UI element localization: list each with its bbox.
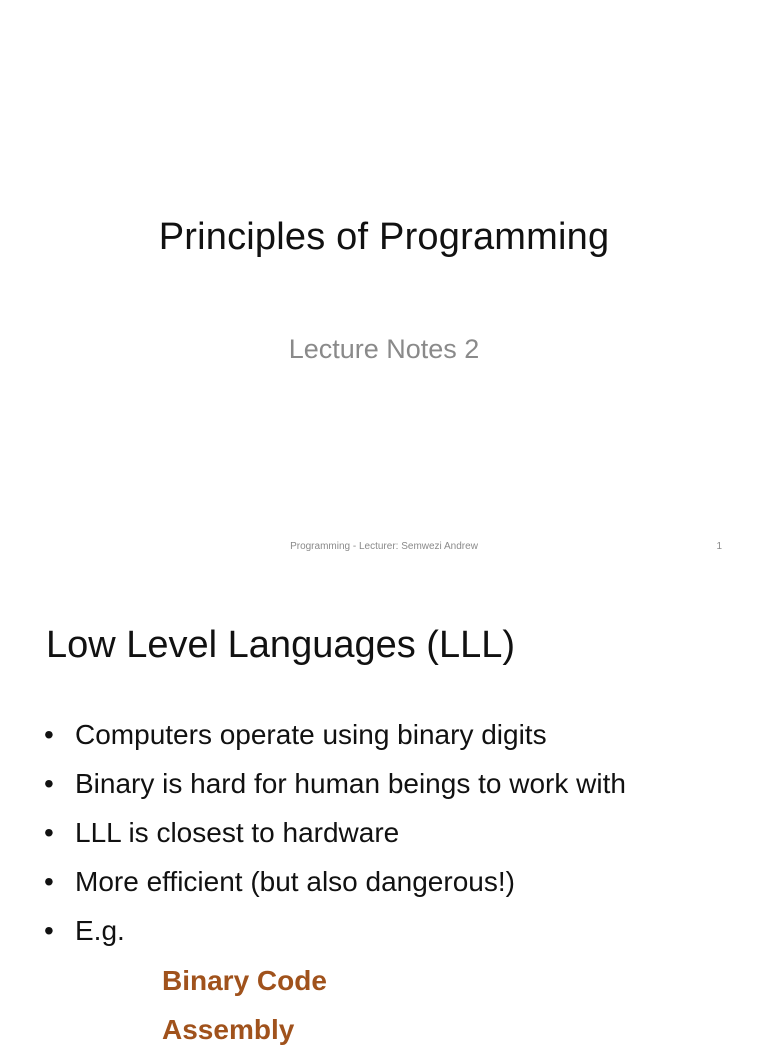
bullet-icon: • [44,719,54,750]
bullet-icon: • [44,915,54,946]
slide-subtitle: Lecture Notes 2 [288,334,480,364]
bullet-text: Binary is hard for human beings to work with [75,768,626,799]
slide-footer: Programming - Lecturer: Semwezi Andrew [290,541,478,552]
page-number: 1 [716,541,722,552]
bullet-text: LLL is closest to hardware [75,817,400,848]
bullet-text: Computers operate using binary digits [75,719,547,750]
bullet-text: E.g. [75,915,125,946]
example-item: Assembly [162,1014,295,1045]
slide-2 [0,576,768,1045]
slide-heading: Low Level Languages (LLL) [46,624,516,666]
bullet-icon: • [44,768,54,799]
example-list [162,963,327,1061]
example-item: Binary Code [162,965,327,996]
bullet-icon: • [44,866,54,897]
slide-title: Principles of Programming [158,216,610,258]
bullet-text: More efficient (but also dangerous!) [75,866,515,897]
bullet-icon: • [44,817,54,848]
